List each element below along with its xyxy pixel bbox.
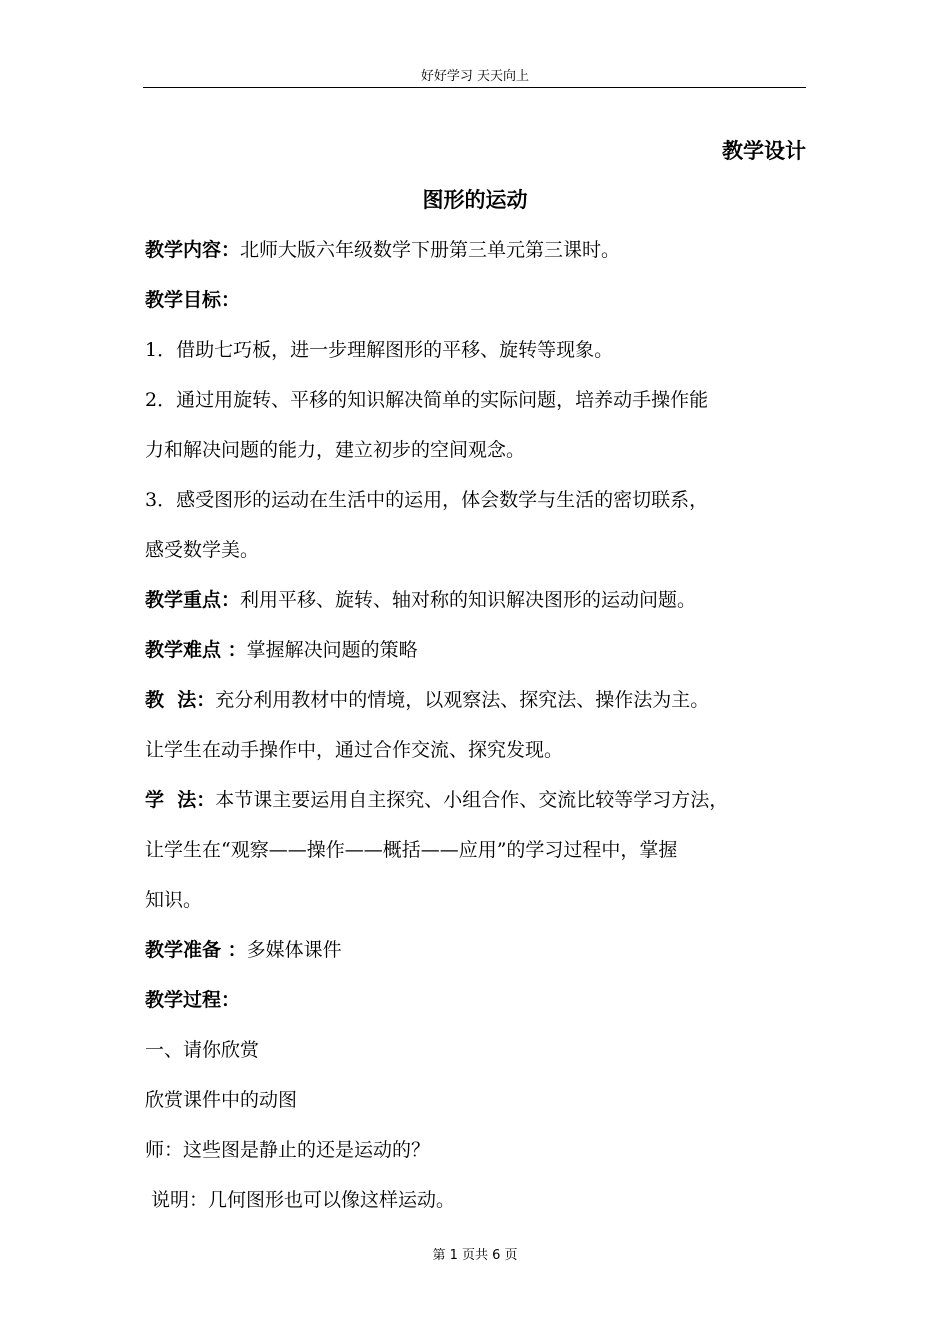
lesson-title: 图形的运动: [422, 188, 528, 212]
learning-method-line-1: [145, 785, 728, 815]
key-points-label: 教学重点：: [145, 589, 241, 611]
section-1-title: 一、请你欣赏: [145, 1039, 260, 1061]
key-points-line: [145, 585, 696, 615]
process-line-3: 说明：几何图形也可以像这样运动。: [145, 1189, 456, 1211]
difficulty-line: [145, 635, 418, 665]
page-footer: 第 1 页共 6 页: [432, 1248, 518, 1263]
header-divider: [143, 87, 806, 88]
learning-method-line-2: 让学生在“观察——操作——概括——应用”的学习过程中，掌握: [145, 839, 678, 861]
process-line-2: 师：这些图是静止的还是运动的？: [145, 1139, 431, 1161]
teaching-method-label: 教 法：: [145, 689, 216, 711]
preparation-line: [145, 935, 342, 965]
learning-method-line-3: 知识。: [145, 889, 203, 911]
objective-3-line-1: 3．感受图形的运动在生活中的运用，体会数学与生活的密切联系，: [145, 489, 709, 511]
preparation-label: 教学准备 ：: [145, 939, 247, 961]
teaching-content-line: [145, 235, 620, 265]
objectives-heading: [145, 285, 240, 315]
objectives-label: 教学目标：: [145, 289, 241, 311]
teaching-method-line-1: [145, 685, 709, 715]
process-label: 教学过程：: [145, 989, 241, 1011]
learning-method-label: 学 法：: [145, 789, 216, 811]
difficulty-text: 掌握解决问题的策略: [246, 639, 418, 661]
teaching-content-text: 北师大版六年级数学下册第三单元第三课时。: [240, 239, 621, 261]
preparation-text: 多媒体课件: [246, 939, 342, 961]
teaching-content-label: 教学内容：: [145, 239, 241, 261]
process-heading: [145, 985, 240, 1015]
process-line-1: 欣赏课件中的动图: [145, 1089, 298, 1111]
teaching-method-line-2: 让学生在动手操作中，通过合作交流、探究发现。: [145, 739, 564, 761]
objective-2-line-2: 力和解决问题的能力，建立初步的空间观念。: [145, 439, 526, 461]
page-header: 好好学习 天天向上: [420, 69, 530, 84]
difficulty-label: 教学难点 ：: [145, 639, 247, 661]
document-type-label: 教学设计: [722, 139, 806, 163]
key-points-text: 利用平移、旋转、轴对称的知识解决图形的运动问题。: [240, 589, 697, 611]
objective-2-line-1: 2．通过用旋转、平移的知识解决简单的实际问题，培养动手操作能: [145, 389, 709, 411]
objective-3-line-2: 感受数学美。: [145, 539, 260, 561]
learning-method-text: 本节课主要运用自主探究、小组合作、交流比较等学习方法，: [215, 789, 729, 811]
teaching-method-text: 充分利用教材中的情境，以观察法、探究法、操作法为主。: [215, 689, 710, 711]
objective-1: 1．借助七巧板，进一步理解图形的平移、旋转等现象。: [145, 339, 614, 361]
